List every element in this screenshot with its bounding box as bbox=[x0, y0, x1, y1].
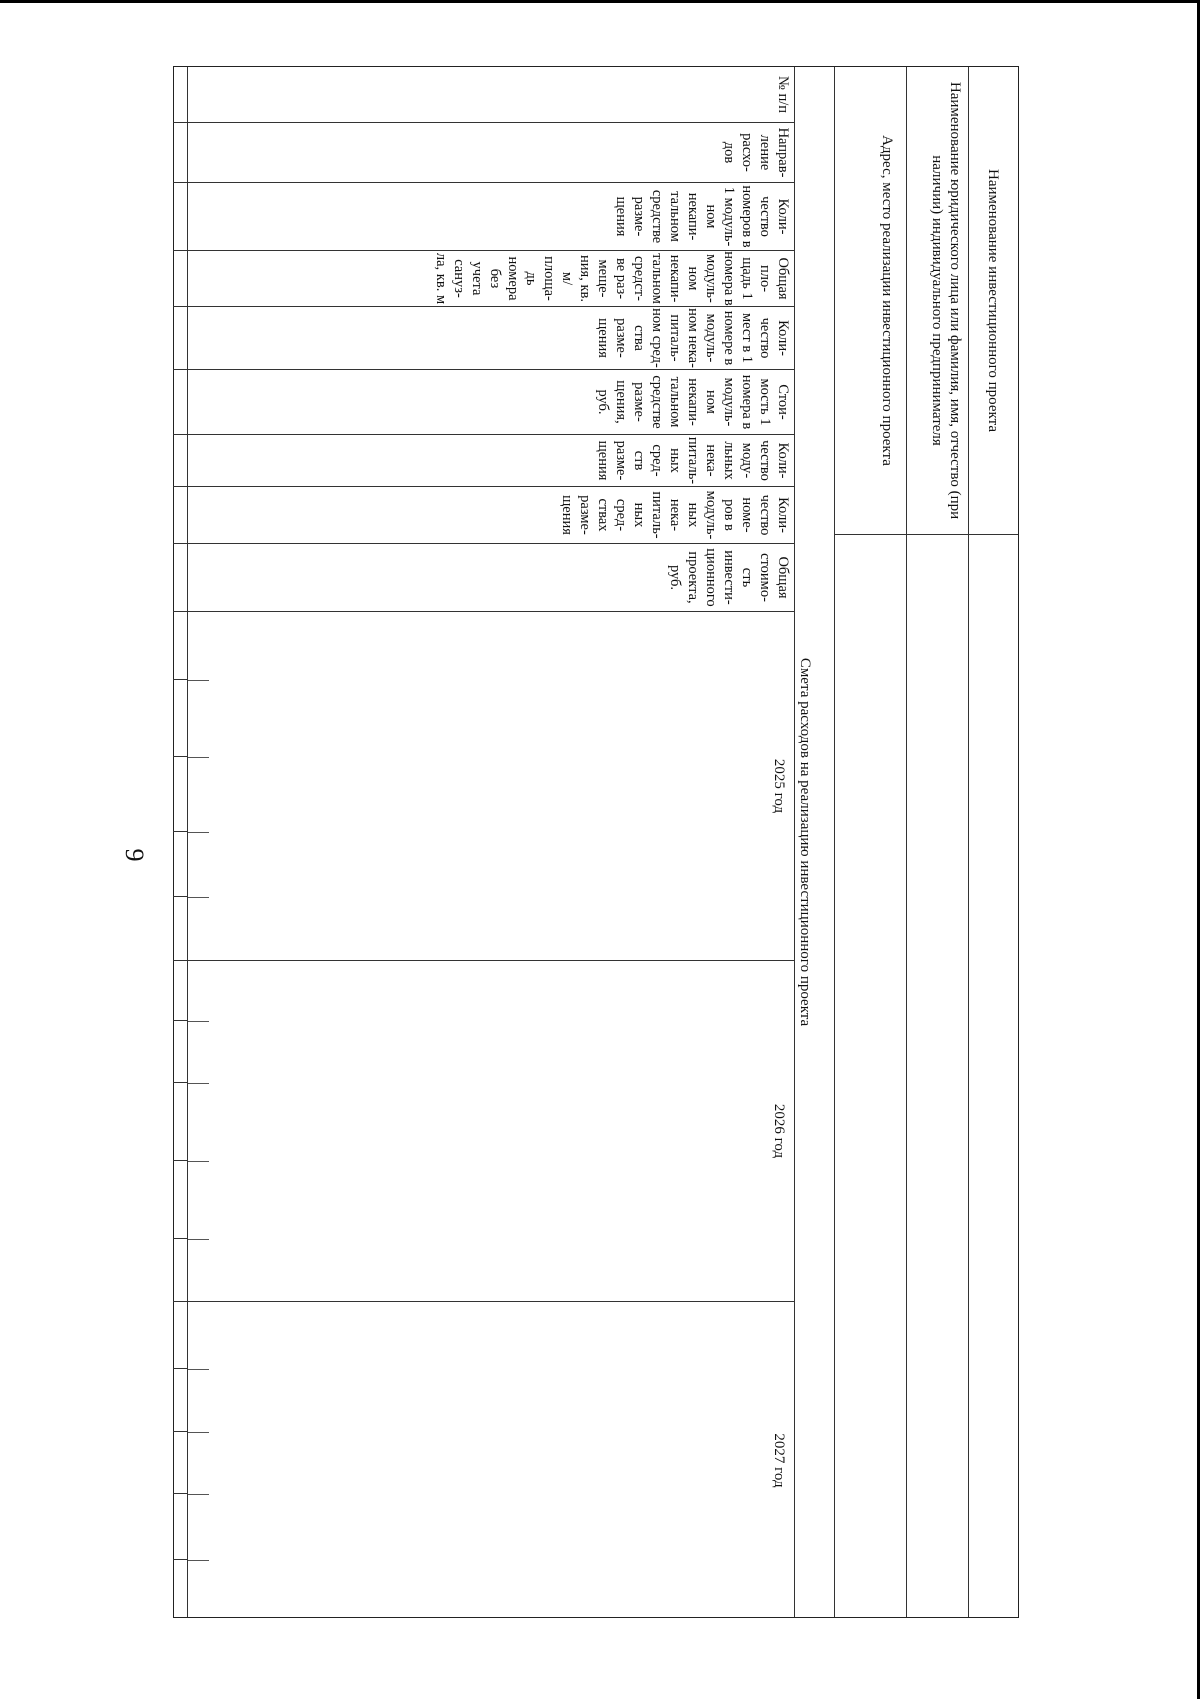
table-cell[interactable] bbox=[173, 1083, 187, 1161]
year-2026-subdivider bbox=[188, 1021, 209, 1022]
table-cell[interactable] bbox=[173, 1369, 187, 1432]
year-2027-subdivider bbox=[188, 1560, 209, 1561]
address-row bbox=[834, 67, 906, 1617]
address-field[interactable] bbox=[835, 535, 906, 1617]
table-cell[interactable] bbox=[173, 1494, 187, 1560]
project-name-field[interactable] bbox=[969, 535, 1018, 1617]
table-cell[interactable] bbox=[173, 370, 187, 435]
year-2027-subdivider bbox=[188, 1494, 209, 1495]
year-label-2025: 2025 год bbox=[771, 758, 787, 814]
entity-field[interactable] bbox=[907, 535, 968, 1617]
year-2027-subdivider bbox=[188, 1432, 209, 1433]
estimate-title: Смета расходов на реализацию инвестиционного проекта bbox=[797, 657, 813, 1027]
table-cell[interactable] bbox=[173, 1161, 187, 1239]
column-header-direction: Направ-ление расхо-дов bbox=[188, 123, 794, 183]
column-header-modular-rooms: Коли-чество номе-ров в модуль-ных нека-питаль-ных сред-ствах разме-щения bbox=[188, 487, 794, 544]
table-cell[interactable] bbox=[173, 67, 187, 123]
year-label-2027: 2027 год bbox=[771, 1433, 787, 1488]
column-header-area: Общая пло-щадь 1 номера в модуль-ном некапи-тальном средст-ве раз-меще-ния, кв. м/ площа-дь номера без учета сануз-ла, кв. м bbox=[188, 251, 794, 307]
year-2026-subdivider bbox=[188, 1239, 209, 1240]
table-cell[interactable] bbox=[173, 832, 187, 897]
estimate-title-row bbox=[794, 67, 834, 1617]
project-name-label: Наименование инвестиционного проекта bbox=[969, 67, 1018, 535]
investment-project-form bbox=[173, 66, 1019, 1618]
table-cell[interactable] bbox=[173, 1560, 187, 1617]
table-cell[interactable] bbox=[173, 307, 187, 370]
year-2025-subdivider bbox=[188, 680, 209, 681]
entity-label: Наименование юридического лица или фамилия, имя, отчество (при наличии) индивидуального предпринимателя bbox=[907, 67, 968, 535]
page-number: 9 bbox=[120, 848, 149, 862]
year-2026-subdivider bbox=[188, 1161, 209, 1162]
page-edge-top bbox=[0, 0, 1200, 3]
table-cell[interactable] bbox=[173, 1302, 187, 1369]
table-cell[interactable] bbox=[173, 183, 187, 251]
table-cell[interactable] bbox=[173, 435, 187, 487]
column-header-module-count: Коли-чество моду-льных нека-питаль-ных сред-ств разме-щения bbox=[188, 435, 794, 487]
table-cell[interactable] bbox=[173, 961, 187, 1021]
column-header-num: № п/п bbox=[188, 67, 794, 123]
column-header-total-cost: Общая стоимо-сть инвести-ционного проекта, руб. bbox=[188, 544, 794, 612]
table-cell[interactable] bbox=[173, 251, 187, 307]
table-cell[interactable] bbox=[173, 897, 187, 961]
address-label: Адрес, место реализации инвестиционного проекта bbox=[835, 67, 906, 535]
project-name-row bbox=[968, 67, 1018, 1617]
table-cell[interactable] bbox=[173, 680, 187, 757]
entity-row bbox=[906, 67, 968, 1617]
table-header bbox=[188, 67, 794, 1617]
year-2027-subdivider bbox=[188, 1369, 209, 1370]
year-column-2027 bbox=[188, 1302, 794, 1619]
year-column-2025 bbox=[188, 612, 794, 961]
table-cell[interactable] bbox=[173, 1432, 187, 1494]
column-header-rooms-count: Коли-чество номеров в 1 модуль-ном некапи-тальном средстве разме-щения bbox=[188, 183, 794, 251]
table-cell[interactable] bbox=[173, 123, 187, 183]
table-cell[interactable] bbox=[173, 1239, 187, 1302]
table-cell[interactable] bbox=[173, 544, 187, 612]
year-2026-subdivider bbox=[188, 1083, 209, 1084]
column-header-places: Коли-чество мест в 1 номере в модуль-ном нека-питаль-ном сред-ства разме-щения bbox=[188, 307, 794, 370]
column-header-room-cost: Стои-мость 1 номера в модуль-ном некапи-тальном средстве разме-щения, руб. bbox=[188, 370, 794, 435]
table-cell[interactable] bbox=[173, 1021, 187, 1083]
year-2025-subdivider bbox=[188, 832, 209, 833]
year-label-2026: 2026 год bbox=[771, 1103, 787, 1159]
table-row bbox=[173, 67, 188, 1617]
year-column-2026 bbox=[188, 961, 794, 1302]
table-cell[interactable] bbox=[173, 757, 187, 832]
table-cell[interactable] bbox=[173, 487, 187, 544]
table-cell[interactable] bbox=[173, 612, 187, 680]
year-2025-subdivider bbox=[188, 897, 209, 898]
year-2025-subdivider bbox=[188, 757, 209, 758]
